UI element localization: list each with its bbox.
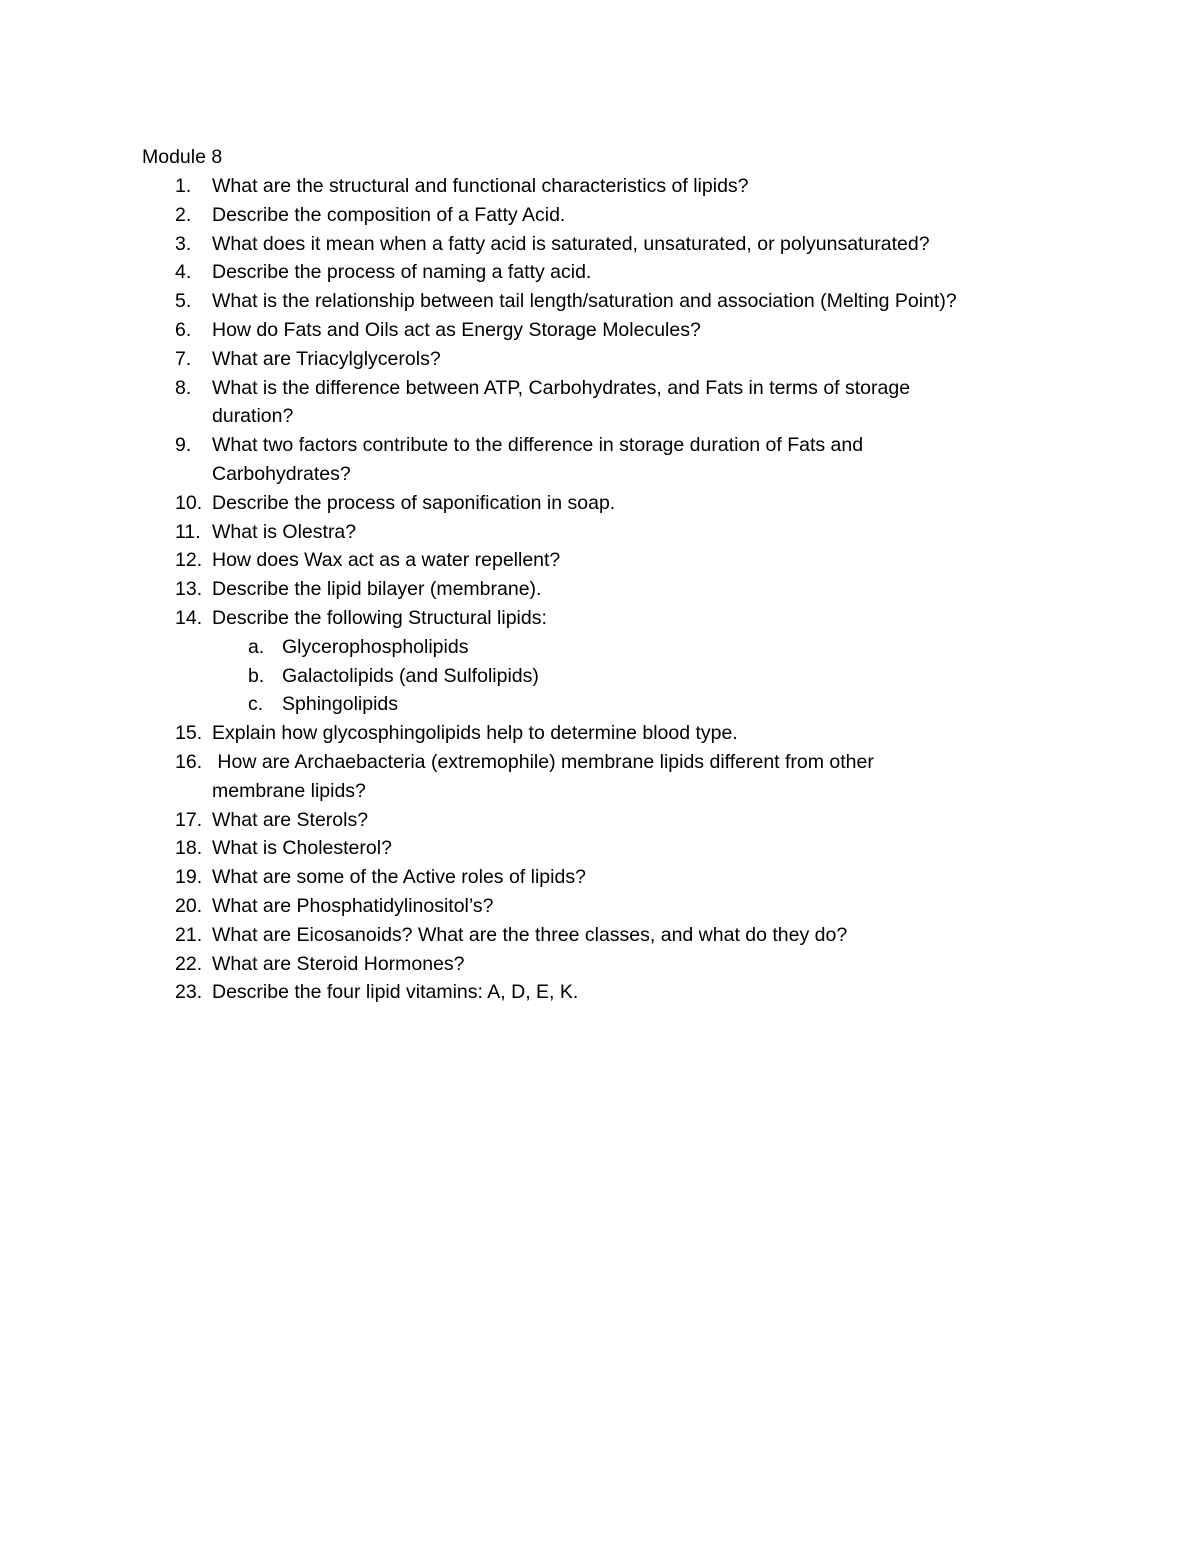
question-number: 18.	[175, 837, 203, 860]
question-item-3	[142, 230, 1102, 259]
sub-question-item	[212, 662, 1102, 691]
question-text: What are Phosphatidylinositol’s?	[212, 894, 494, 917]
question-number: 19.	[175, 866, 203, 889]
question-item-17	[142, 806, 1102, 835]
question-text: What is Cholesterol?	[212, 837, 392, 860]
question-item-18	[142, 834, 1102, 863]
question-number: 21.	[175, 923, 203, 946]
question-number: 12.	[175, 549, 203, 572]
question-text: What are some of the Active roles of lipids?	[212, 866, 586, 889]
page-title: Module 8	[142, 146, 223, 168]
question-text: What does it mean when a fatty acid is saturated, unsaturated, or polyunsaturated?	[212, 232, 930, 255]
question-item-11	[142, 518, 1102, 547]
question-number: 11.	[175, 520, 201, 543]
question-list	[142, 172, 1102, 1007]
question-number: 14.	[175, 606, 203, 629]
question-number: 9.	[175, 434, 192, 457]
question-item-6	[142, 316, 1102, 345]
question-text: Describe the lipid bilayer (membrane).	[212, 578, 542, 601]
question-text: Describe the composition of a Fatty Acid.	[212, 203, 566, 226]
question-item-2	[142, 201, 1102, 230]
document-content	[142, 143, 1102, 1007]
question-number: 22.	[175, 952, 203, 975]
question-item-9	[142, 431, 1102, 489]
question-item-8	[142, 374, 1102, 432]
question-text: What is the difference between ATP, Carbohydrates, and Fats in terms of storage	[212, 376, 911, 399]
sub-question-text: Glycerophospholipids	[282, 635, 469, 658]
question-text: What two factors contribute to the difference in storage duration of Fats and	[212, 434, 864, 457]
sub-question-list	[212, 633, 1102, 719]
question-item-5	[142, 287, 1102, 316]
question-number: 15.	[175, 722, 203, 745]
question-number: 6.	[175, 318, 192, 341]
question-number: 3.	[175, 232, 192, 255]
question-number: 10.	[175, 491, 203, 514]
question-item-12	[142, 546, 1102, 575]
sub-question-text: Sphingolipids	[282, 693, 399, 716]
question-number: 7.	[175, 347, 192, 370]
question-number: 20.	[175, 894, 203, 917]
question-text: duration?	[212, 405, 294, 428]
question-text: Carbohydrates?	[212, 462, 351, 485]
question-number: 2.	[175, 203, 192, 226]
question-item-14	[142, 604, 1102, 719]
sub-question-item	[212, 633, 1102, 662]
question-item-10	[142, 489, 1102, 518]
question-text: What are Triacylglycerols?	[212, 347, 441, 370]
question-item-19	[142, 863, 1102, 892]
question-text: How does Wax act as a water repellent?	[212, 549, 561, 572]
question-number: 17.	[175, 808, 203, 831]
question-item-13	[142, 575, 1102, 604]
question-item-22	[142, 950, 1102, 979]
question-text: Explain how glycosphingolipids help to determine blood type.	[212, 722, 738, 745]
question-text: How are Archaebacteria (extremophile) membrane lipids different from other	[212, 750, 874, 773]
question-number: 4.	[175, 261, 192, 284]
question-number: 16.	[175, 750, 203, 773]
question-text: Describe the process of naming a fatty acid.	[212, 261, 592, 284]
question-text: Describe the following Structural lipids:	[212, 606, 547, 629]
question-item-23	[142, 978, 1102, 1007]
question-number: 1.	[175, 175, 192, 197]
question-text: Describe the process of saponification in soap.	[212, 491, 616, 514]
question-item-21	[142, 921, 1102, 950]
question-text: Describe the four lipid vitamins: A, D, E, K.	[212, 981, 579, 1004]
question-item-1	[142, 172, 1102, 201]
question-text: What is the relationship between tail length/saturation and association (Melting Point)?	[212, 290, 957, 313]
question-number: 23.	[175, 981, 203, 1004]
question-item-15	[142, 719, 1102, 748]
question-number: 5.	[175, 290, 192, 313]
question-text: membrane lipids?	[212, 779, 366, 802]
question-item-16	[142, 748, 1102, 806]
question-item-7	[142, 345, 1102, 374]
sub-question-letter: c.	[248, 693, 264, 716]
question-item-4	[142, 258, 1102, 287]
sub-question-text: Galactolipids (and Sulfolipids)	[282, 664, 539, 687]
sub-question-letter: a.	[248, 635, 265, 658]
question-text: What is Olestra?	[212, 520, 357, 543]
question-text: What are Sterols?	[212, 808, 369, 831]
question-item-20	[142, 892, 1102, 921]
question-text: What are Eicosanoids? What are the three classes, and what do they do?	[212, 923, 848, 946]
question-text: How do Fats and Oils act as Energy Storage Molecules?	[212, 318, 701, 341]
question-text: What are the structural and functional characteristics of lipids?	[212, 175, 749, 197]
question-number: 13.	[175, 578, 203, 601]
question-number: 8.	[175, 376, 192, 399]
sub-question-item	[212, 690, 1102, 719]
sub-question-letter: b.	[248, 664, 265, 687]
question-text: What are Steroid Hormones?	[212, 952, 465, 975]
